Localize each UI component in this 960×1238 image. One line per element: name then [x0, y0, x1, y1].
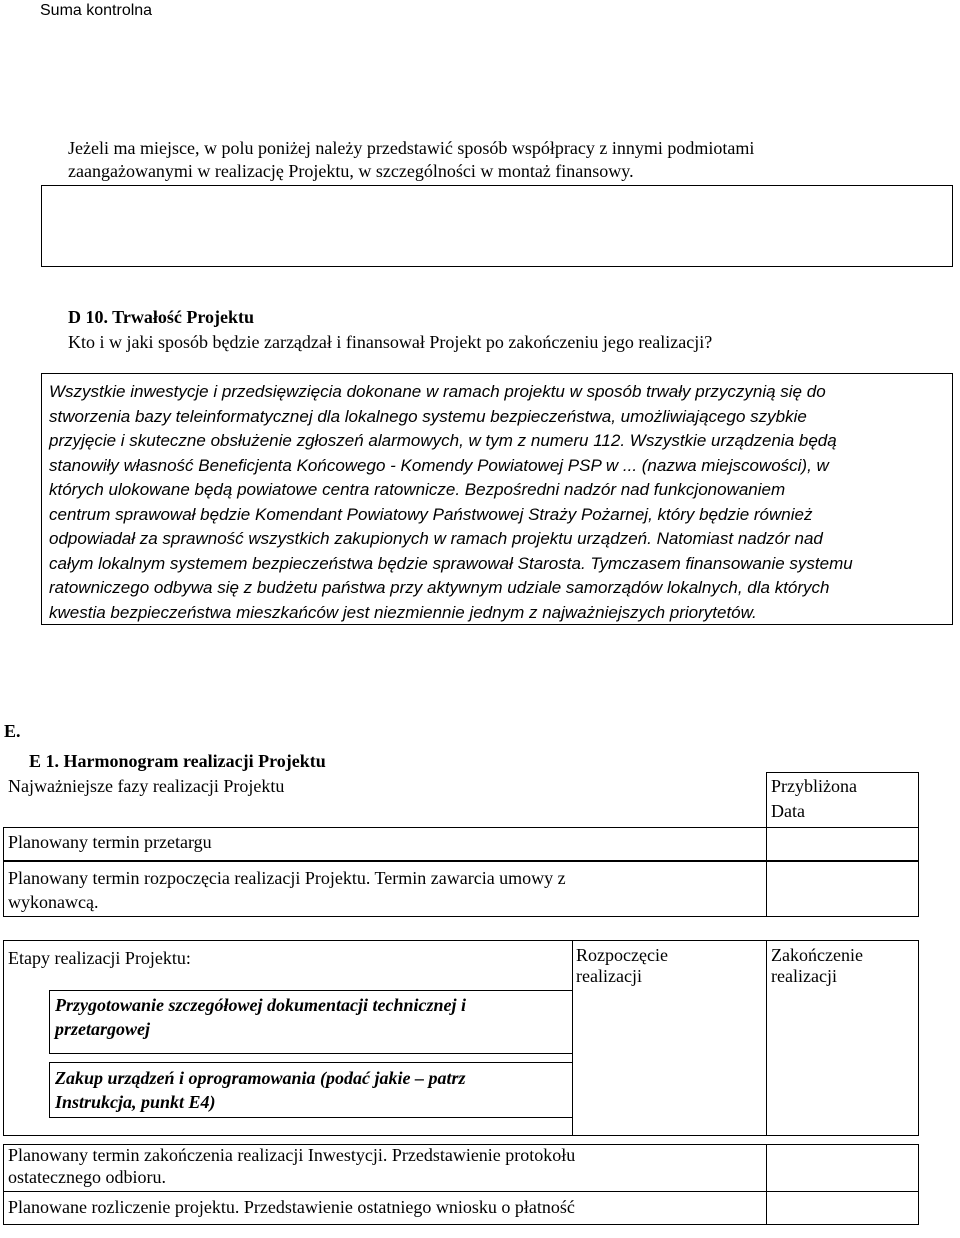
- row-label-start-line1: Planowany termin rozpoczęcia realizacji Projektu. Termin zawarcia umowy z: [8, 868, 566, 888]
- end-header-line2: realizacji: [771, 966, 837, 986]
- stage-2-start-cell[interactable]: [574, 1063, 765, 1117]
- end-header-line1: Zakończenie: [771, 945, 863, 965]
- settlement-date-cell[interactable]: [767, 1192, 918, 1224]
- row-label-tender: Planowany termin przetargu: [8, 832, 212, 852]
- cooperation-text-field[interactable]: [41, 185, 953, 267]
- answer-line: przyjęcie i skuteczne obsłużenie zgłoszeń alarmowych, w tym z numeru 112. Wszystkie urządzenia będą: [49, 431, 837, 450]
- cooperation-instruction-line1: Jeżeli ma miejsce, w polu poniżej należy przedstawić sposób współpracy z innymi podmiotami: [68, 138, 755, 158]
- e1-heading: E 1. Harmonogram realizacji Projektu: [29, 751, 326, 771]
- stage-2-line1: Zakup urządzeń i oprogramowania (podać jakie – patrz: [55, 1068, 466, 1088]
- start-header-line2: realizacji: [576, 966, 642, 986]
- date-cell-start[interactable]: [767, 862, 918, 916]
- stages-header: Etapy realizacji Projektu:: [8, 948, 191, 968]
- stage-2-end-cell[interactable]: [768, 1063, 918, 1117]
- answer-line: kwestia bezpieczeństwa mieszkańców jest niezmiennie jednym z najważniejszych priorytetów.: [49, 602, 757, 622]
- answer-line: stanowiły własność Beneficjenta Końcowego - Komendy Powiatowej PSP w ... (nazwa miejscowości), w: [49, 455, 829, 475]
- stage-1-end-cell[interactable]: [768, 991, 918, 1053]
- completion-line2: ostatecznego odbioru.: [8, 1167, 166, 1187]
- section-e-label: E.: [4, 721, 21, 741]
- stage-1-start-cell[interactable]: [574, 991, 765, 1053]
- completion-date-cell[interactable]: [767, 1145, 918, 1191]
- stage-1-line1: Przygotowanie szczegółowej dokumentacji technicznej i: [55, 995, 466, 1015]
- answer-line: stworzenia bazy teleinformatycznej dla lokalnego systemu bezpieczeństwa, umożliwiającego szybkie: [49, 406, 807, 426]
- answer-line: centrum sprawował będzie Komendant Powiatowy Państwowej Straży Pożarnej, który będzie również: [49, 504, 813, 524]
- answer-line: których ulokowane będą powiatowe centra ratownicze. Bezpośredni nadzór nad funkcjonowaniem: [49, 480, 786, 499]
- completion-line1: Planowany termin zakończenia realizacji Inwestycji. Przedstawienie protokołu: [8, 1145, 576, 1165]
- settlement-line: Planowane rozliczenie projektu. Przedstawienie ostatniego wniosku o płatność: [8, 1197, 575, 1217]
- d10-question: Kto i w jaki sposób będzie zarządzał i finansował Projekt po zakończeniu jego realizacji?: [68, 332, 713, 352]
- answer-line: całym lokalnym systemem bezpieczeństwa będzie sprawował Starosta. Tymczasem finansowanie systemu: [49, 553, 853, 573]
- answer-line: Wszystkie inwestycje i przedsięwzięcia dokonane w ramach projektu w sposób trwały przyczynią się do: [49, 382, 826, 401]
- date-cell-tender[interactable]: [767, 828, 918, 860]
- page-header-title: Suma kontrolna: [40, 2, 153, 19]
- cooperation-instruction-line2: zaangażowanymi w realizację Projektu, w szczególności w montaż finansowy.: [68, 161, 634, 181]
- phases-header: Najważniejsze fazy realizacji Projektu: [8, 776, 285, 796]
- answer-line: odpowiadał za sprawność wszystkich zakupionych w ramach projektu urządzeń. Natomiast nadzór nad: [49, 529, 823, 548]
- answer-line: ratowniczego odbywa się z budżetu państwa przy aktywnym udziale samorządów lokalnych, dla których: [49, 578, 830, 597]
- stage-2-line2: Instrukcja, punkt E4): [55, 1092, 216, 1112]
- start-header-line1: Rozpoczęcie: [576, 945, 668, 965]
- row-label-start-line2: wykonawcą.: [8, 892, 99, 912]
- d10-heading: D 10. Trwałość Projektu: [68, 307, 254, 327]
- date-header-line2: Data: [771, 801, 805, 821]
- date-header-line1: Przybliżona: [771, 776, 857, 796]
- d10-answer-box[interactable]: [41, 373, 953, 625]
- d10-answer-text: [49, 380, 945, 625]
- stage-1-line2: przetargowej: [55, 1019, 151, 1039]
